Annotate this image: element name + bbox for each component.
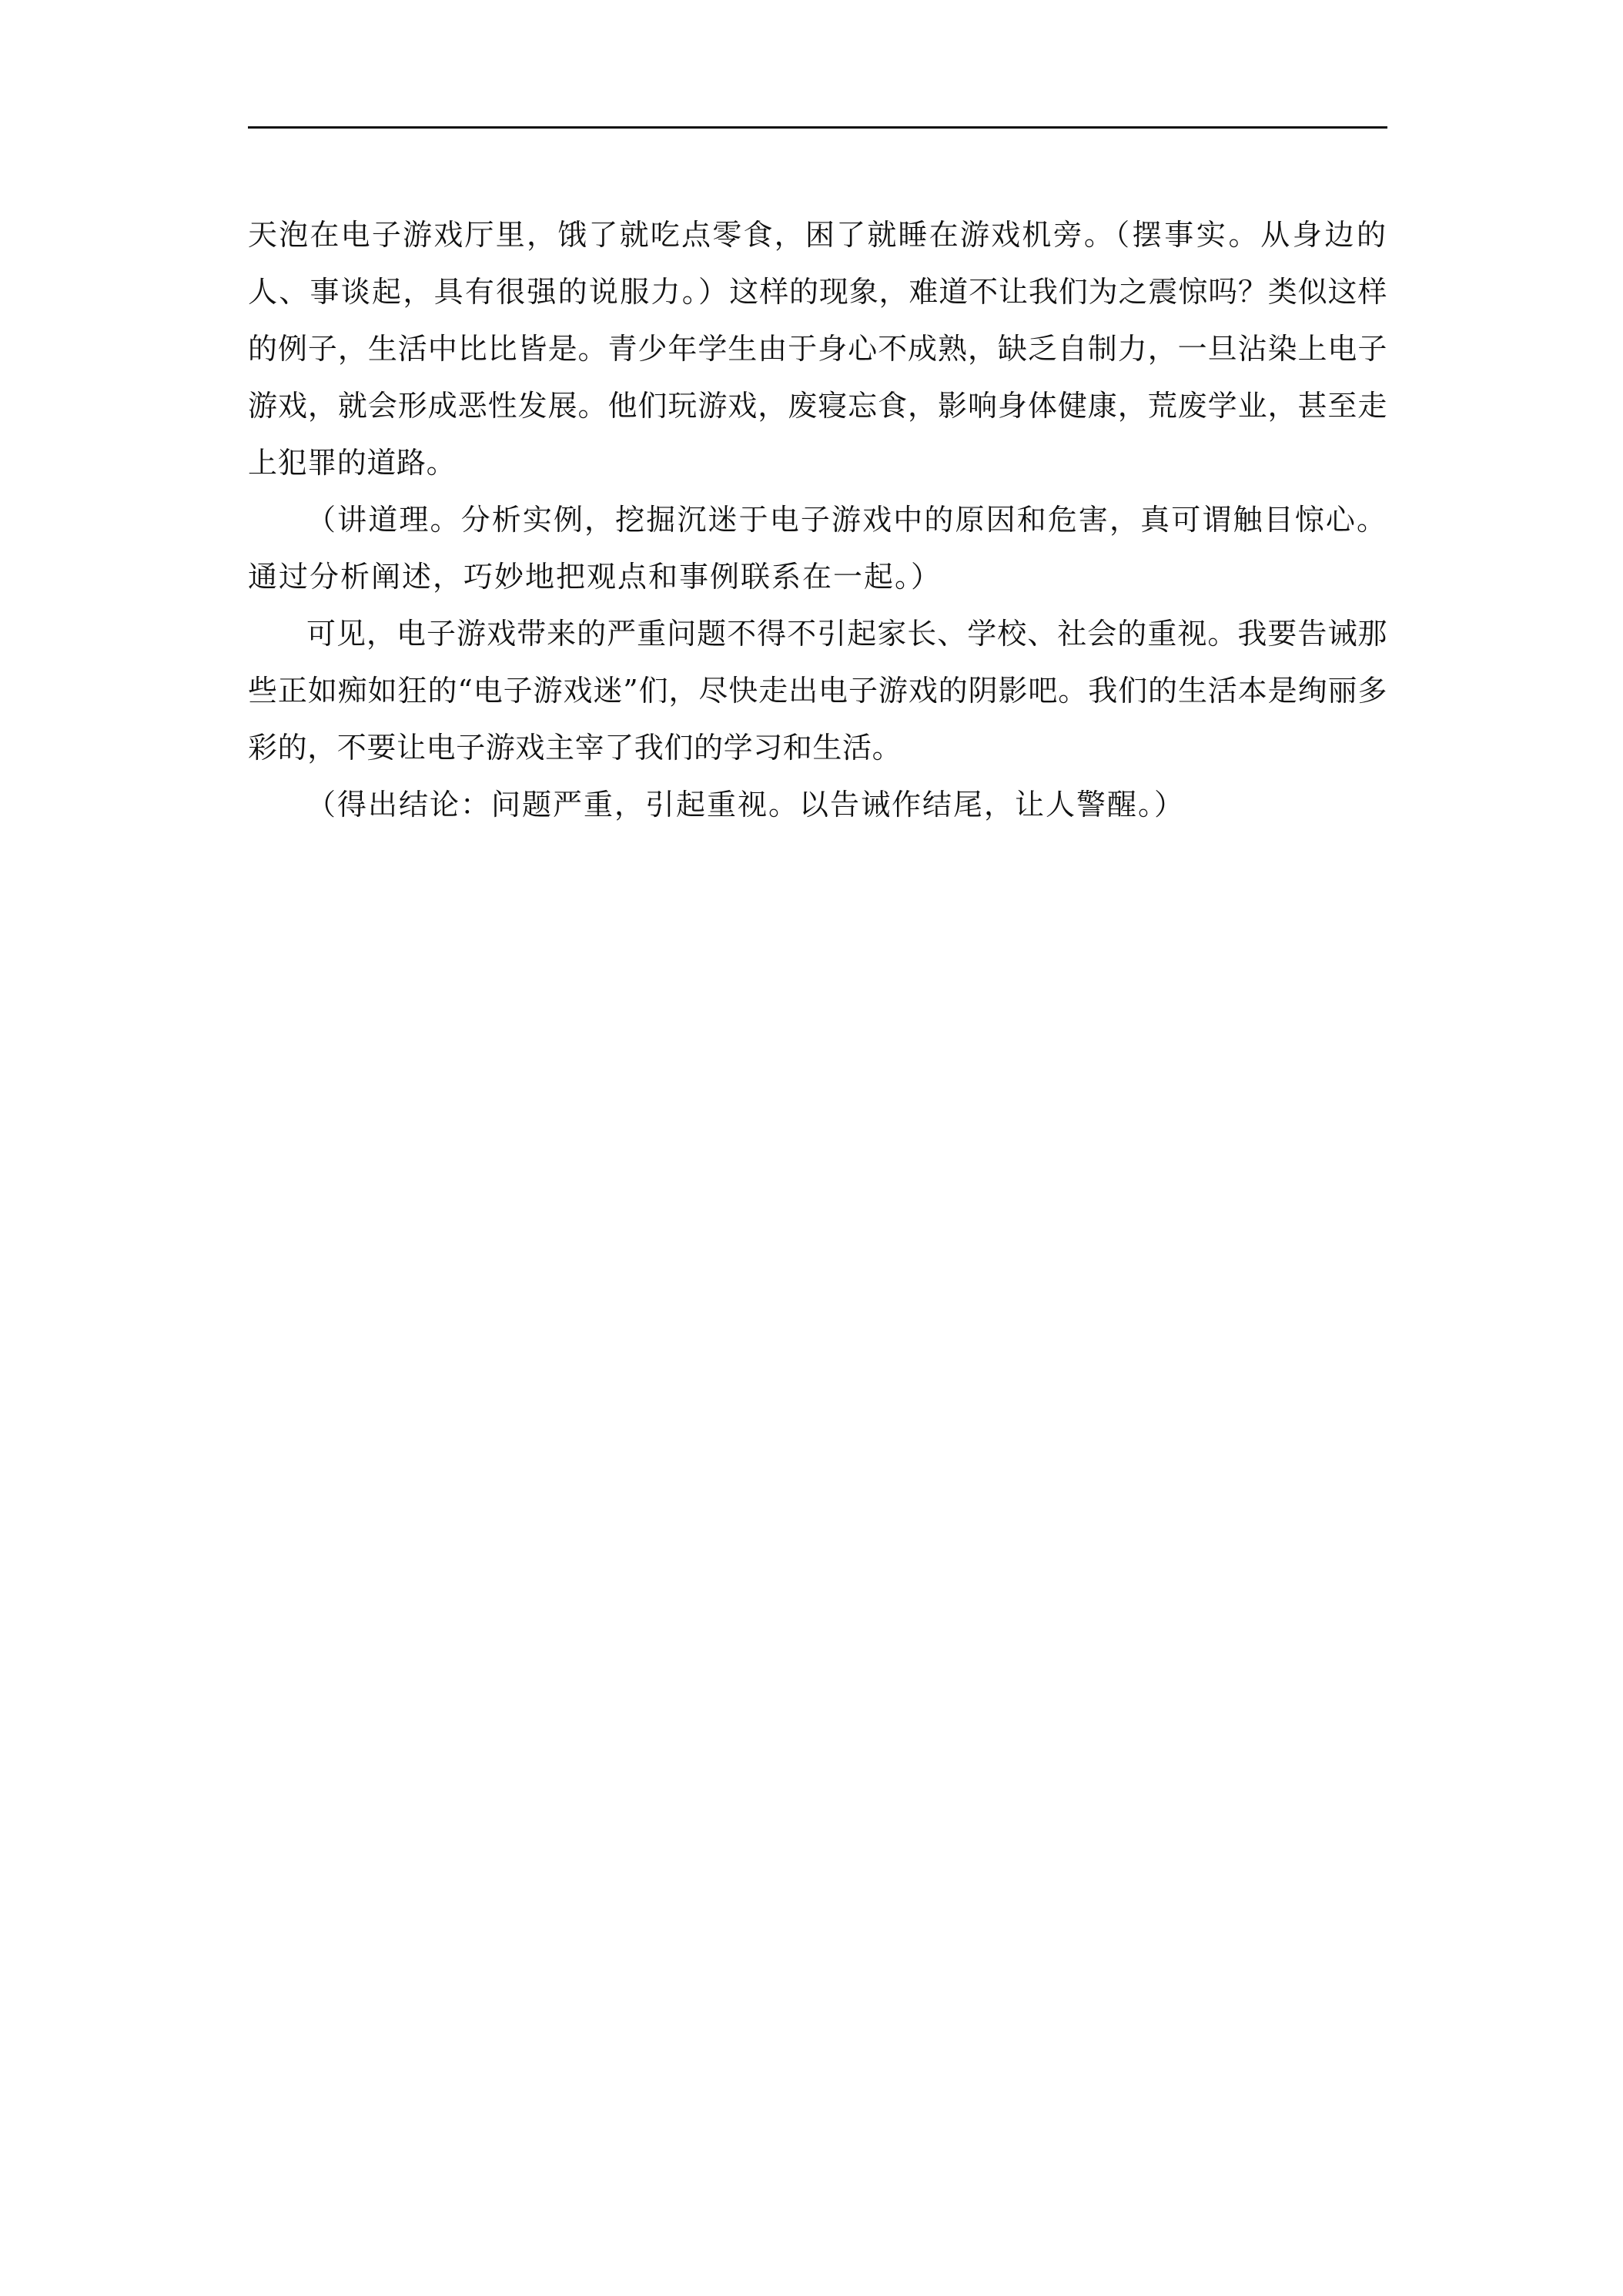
paragraph-conclusion: 可见，电子游戏带来的严重问题不得不引起家长、学校、社会的重视。我要告诫那些正如痴如狂的“电子游戏迷”们，尽快走出电子游戏的阴影吧。我们的生活本是绚丽多彩的，不要让电子游戏主宰了我们的学习和生活。 <box>248 617 1387 765</box>
annotation-conclusion: （得出结论：问题严重，引起重视。以告诫作结尾，让人警醒。） <box>306 788 1186 822</box>
paragraph-text-continued: 这样的现象，难道不让我们为之震惊吗？类似这样的例子，生活中比比皆是。青少年学生由于身心不成熟，缺乏自制力，一旦沾染上电子游戏，就会形成恶性发展。他们玩游戏，废寝忘食，影响身体健康，荒废学业，甚至走上犯罪的道路。 <box>248 275 1387 480</box>
header-rule <box>248 126 1387 129</box>
document-body <box>248 206 1387 833</box>
annotation-reasoning: （讲道理。分析实例，挖掘沉迷于电子游戏中的原因和危害，真可谓触目惊心。通过分析阐述，巧妙地把观点和事例联系在一起。） <box>248 503 1387 594</box>
paragraph-facts <box>248 206 1387 491</box>
annotation-facts: （摆事实。从身边的人、事谈起，具有很强的说服力。） <box>248 218 1387 309</box>
paragraph-text: 天泡在电子游戏厅里，饿了就吃点零食，困了就睡在游戏机旁。 <box>248 218 1116 252</box>
